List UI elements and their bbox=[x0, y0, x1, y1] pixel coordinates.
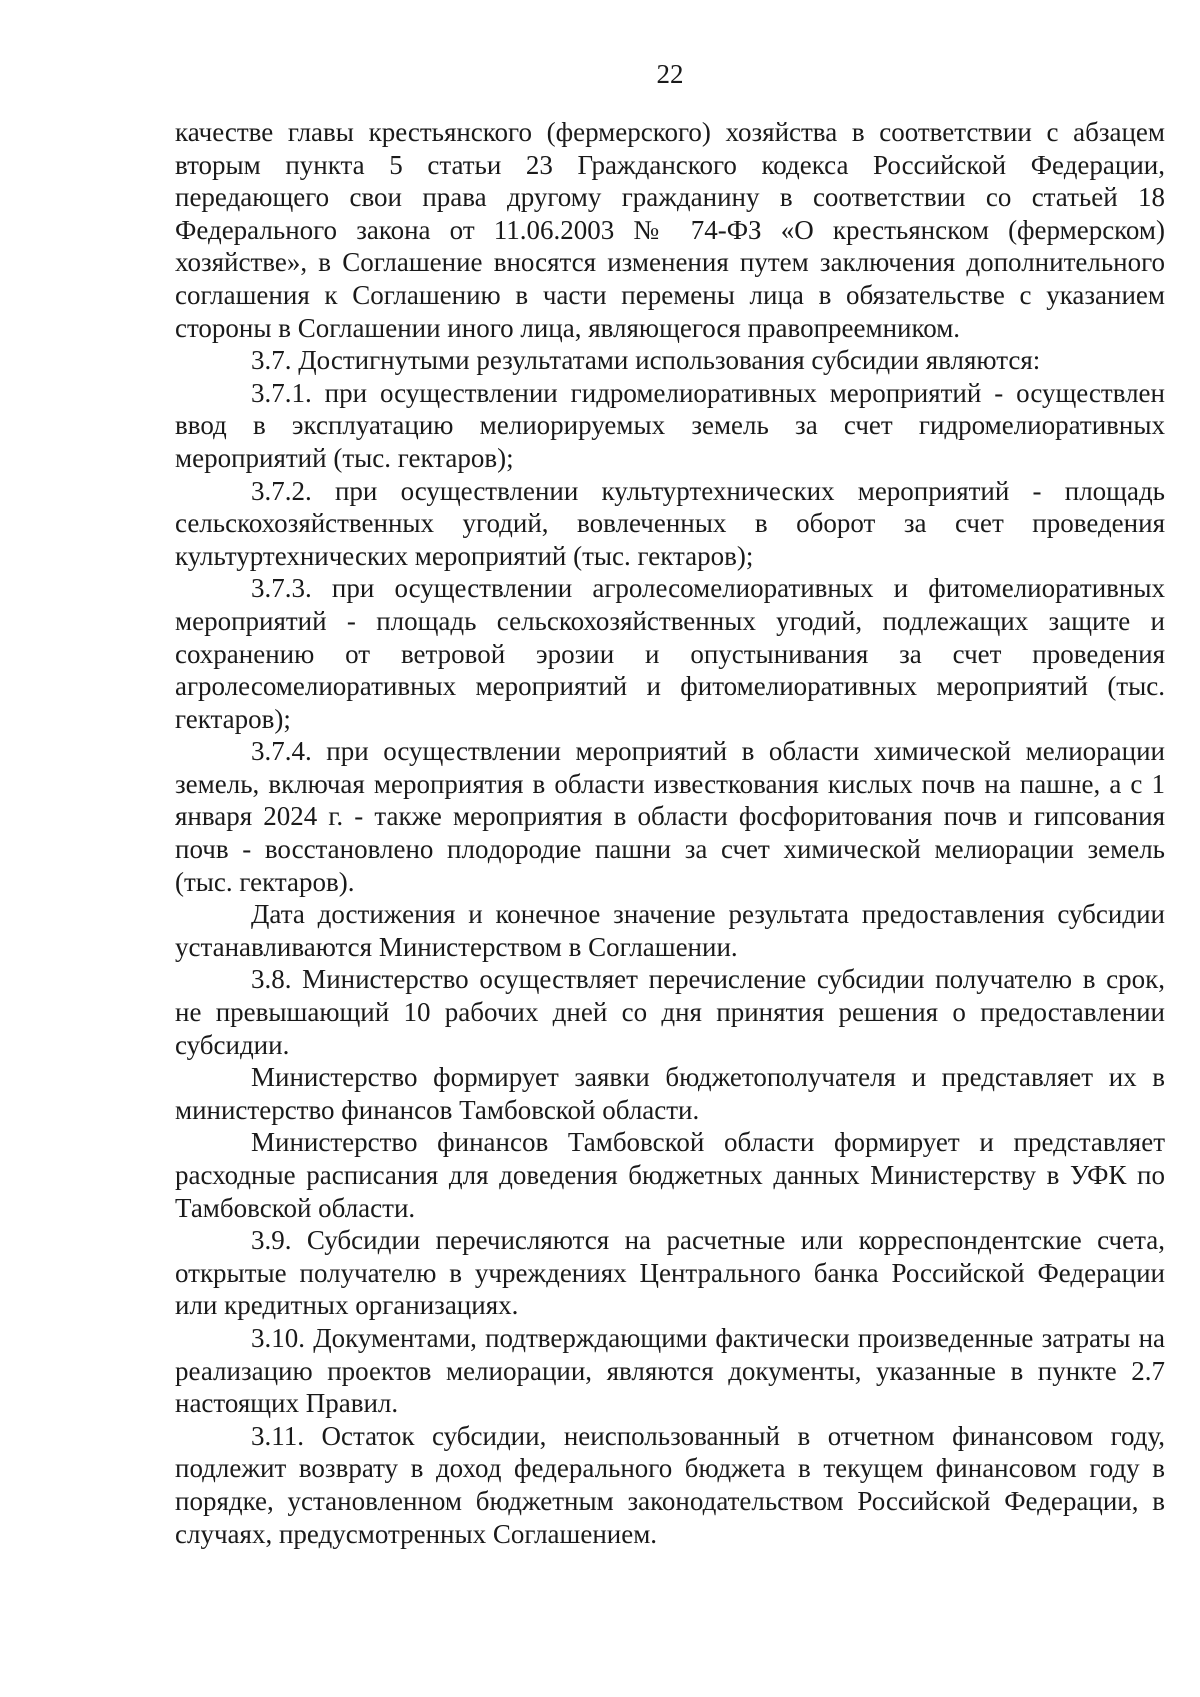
paragraph-3-9: 3.9. Субсидии перечисляются на расчетные или корреспондентские счета, открытые получателю в учреждениях Центрального банка Российской Федерации или кредитных организациях. bbox=[175, 1225, 1165, 1321]
paragraph-3-8: 3.8. Министерство осуществляет перечисление субсидии получателю в срок, не превышающий 10 рабочих дней со дня принятия решения о предоставлении субсидии. bbox=[175, 964, 1165, 1060]
page-number: 22 bbox=[656, 59, 684, 89]
paragraph-3-7-3: 3.7.3. при осуществлении агролесомелиоративных и фитомелиоративных мероприятий - площадь сельскохозяйственных угодий, подлежащих защите и сохранению от ветровой эрозии и опустынивания за счет проведения агролесомелиоративных мероприятий и фитомелиоративных мероприятий (тыс. гектаров); bbox=[175, 573, 1165, 734]
paragraph-3-7-2: 3.7.2. при осуществлении культуртехнических мероприятий - площадь сельскохозяйственных угодий, вовлеченных в оборот за счет проведения культуртехнических мероприятий (тыс. гектаров); bbox=[175, 475, 1165, 571]
paragraph-3-7-1: 3.7.1. при осуществлении гидромелиоративных мероприятий - осуществлен ввод в эксплуатацию мелиорируемых земель за счет гидромелиоративных мероприятий (тыс. гектаров); bbox=[175, 377, 1165, 473]
paragraph-3-7: 3.7. Достигнутыми результатами использования субсидии являются: bbox=[251, 345, 1041, 376]
paragraph-3-7-4: 3.7.4. при осуществлении мероприятий в области химической мелиорации земель, включая мероприятия в области известкования кислых почв на пашне, а с 1 января 2024 г. - также мероприятия в области фосфоритования почв и гипсования почв - восстановлено плодородие пашни за счет химической мелиорации земель (тыс. гектаров). bbox=[175, 736, 1165, 897]
paragraph-continuation: качестве главы крестьянского (фермерского) хозяйства в соответствии с абзацем вторым пункта 5 статьи 23 Гражданского кодекса Российской Федерации, передающего свои права другому гражданину в соответствии со статьей 18 Федерального закона от 11.06.2003 № 74-ФЗ «О крестьянском (фермерском) хозяйстве», в Соглашение вносятся изменения путем заключения дополнительного соглашения к Соглашению в части перемены лица в обязательстве с указанием стороны в Соглашении иного лица, являющегося правопреемником. bbox=[175, 117, 1165, 343]
paragraph-3-11: 3.11. Остаток субсидии, неиспользованный в отчетном финансовом году, подлежит возврату в доход федерального бюджета в текущем финансовом году в порядке, установленном бюджетным законодательством Российской Федерации, в случаях, предусмотренных Соглашением. bbox=[175, 1420, 1165, 1549]
document-body bbox=[175, 116, 1165, 1550]
paragraph-finance-ministry: Министерство финансов Тамбовской области формирует и представляет расходные расписания для доведения бюджетных данных Министерству в УФК по Тамбовской области. bbox=[175, 1127, 1165, 1223]
paragraph-ministry-requests: Министерство формирует заявки бюджетополучателя и представляет их в министерство финансов Тамбовской области. bbox=[175, 1062, 1165, 1125]
paragraph-3-10: 3.10. Документами, подтверждающими фактически произведенные затраты на реализацию проектов мелиорации, являются документы, указанные в пункте 2.7 настоящих Правил. bbox=[175, 1322, 1165, 1419]
paragraph-date-of-achievement: Дата достижения и конечное значение результата предоставления субсидии устанавливаются Министерством в Соглашении. bbox=[175, 899, 1165, 962]
